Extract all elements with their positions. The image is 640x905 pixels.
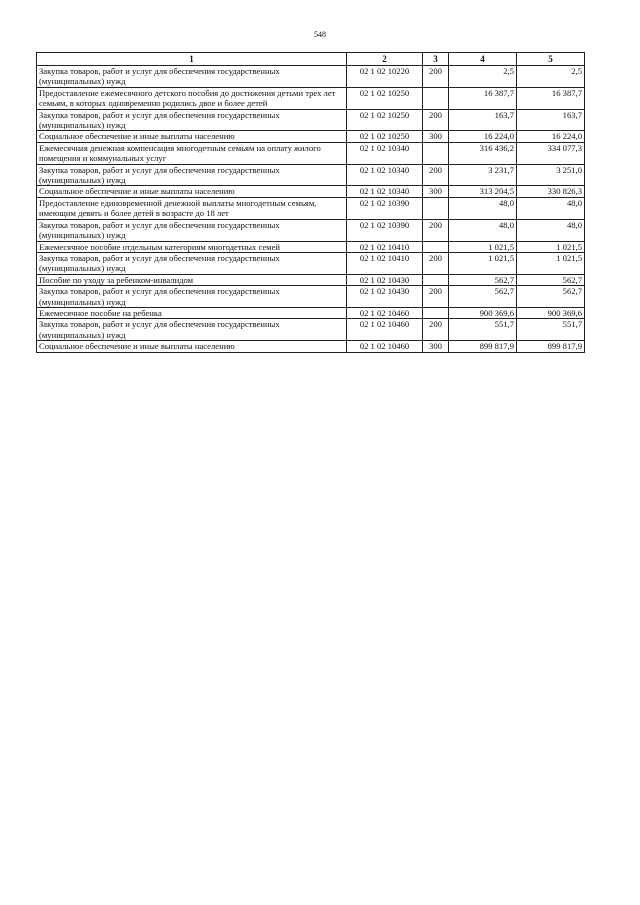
row-value-1-cell: 316 436,2 [449,142,517,164]
header-cell-2: 2 [347,53,423,66]
row-name-cell: Закупка товаров, работ и услуг для обеспечения государственных (муниципальных) нужд [37,109,347,131]
row-value-2-cell: 48,0 [517,219,585,241]
table-row [37,219,585,241]
row-value-2-cell: 562,7 [517,274,585,285]
row-value-1-cell: 1 021,5 [449,241,517,252]
row-code-cell: 02 1 02 10340 [347,186,423,197]
row-name-cell: Закупка товаров, работ и услуг для обеспечения государственных (муниципальных) нужд [37,164,347,186]
table-row [37,131,585,142]
row-type-cell: 300 [423,131,449,142]
row-name-cell: Пособие по уходу за ребенком-инвалидом [37,274,347,285]
row-type-cell [423,307,449,318]
row-value-1-cell: 562,7 [449,286,517,308]
row-name-cell: Предоставление единовременной денежной выплаты многодетным семьям, имеющим девять и более детей в возрасте до 18 лет [37,197,347,219]
row-code-cell: 02 1 02 10460 [347,341,423,352]
table-row [37,87,585,109]
row-value-1-cell: 900 369,6 [449,307,517,318]
row-value-2-cell: 2,5 [517,66,585,88]
header-cell-5: 5 [517,53,585,66]
row-value-1-cell: 899 817,9 [449,341,517,352]
row-value-2-cell: 3 251,0 [517,164,585,186]
row-value-2-cell: 900 369,6 [517,307,585,318]
row-name-cell: Социальное обеспечение и иные выплаты населению [37,186,347,197]
row-code-cell: 02 1 02 10460 [347,319,423,341]
row-type-cell: 200 [423,164,449,186]
row-value-2-cell: 1 021,5 [517,252,585,274]
row-code-cell: 02 1 02 10410 [347,252,423,274]
row-code-cell: 02 1 02 10390 [347,197,423,219]
table-row [37,307,585,318]
row-value-2-cell: 16 224,0 [517,131,585,142]
row-value-1-cell: 16 387,7 [449,87,517,109]
row-value-2-cell: 1 021,5 [517,241,585,252]
table-row [37,66,585,88]
row-value-1-cell: 2,5 [449,66,517,88]
row-type-cell: 300 [423,341,449,352]
row-name-cell: Закупка товаров, работ и услуг для обеспечения государственных (муниципальных) нужд [37,219,347,241]
row-value-2-cell: 899 817,9 [517,341,585,352]
table-row [37,186,585,197]
row-name-cell: Ежемесячная денежная компенсация многодетным семьям на оплату жилого помещения и коммунальных услуг [37,142,347,164]
row-name-cell: Предоставление ежемесячного детского пособия до достижения детьми трех лет семьям, в которых одновременно родились двое и более детей [37,87,347,109]
page-number: 548 [314,30,326,39]
row-value-1-cell: 562,7 [449,274,517,285]
row-value-2-cell: 551,7 [517,319,585,341]
table-row [37,286,585,308]
row-type-cell [423,142,449,164]
row-name-cell: Закупка товаров, работ и услуг для обеспечения государственных (муниципальных) нужд [37,286,347,308]
row-type-cell [423,197,449,219]
row-name-cell: Закупка товаров, работ и услуг для обеспечения государственных (муниципальных) нужд [37,66,347,88]
table-body [37,66,585,353]
row-code-cell: 02 1 02 10460 [347,307,423,318]
row-type-cell: 200 [423,286,449,308]
row-type-cell [423,87,449,109]
table-row [37,197,585,219]
row-name-cell: Социальное обеспечение и иные выплаты населению [37,341,347,352]
table-row [37,252,585,274]
row-value-1-cell: 313 204,5 [449,186,517,197]
row-code-cell: 02 1 02 10220 [347,66,423,88]
row-type-cell: 300 [423,186,449,197]
row-type-cell [423,241,449,252]
row-code-cell: 02 1 02 10410 [347,241,423,252]
header-cell-3: 3 [423,53,449,66]
row-code-cell: 02 1 02 10340 [347,142,423,164]
table-row [37,241,585,252]
row-value-2-cell: 48,0 [517,197,585,219]
row-code-cell: 02 1 02 10250 [347,109,423,131]
row-code-cell: 02 1 02 10430 [347,274,423,285]
row-value-1-cell: 48,0 [449,219,517,241]
row-value-2-cell: 334 077,3 [517,142,585,164]
row-value-1-cell: 16 224,0 [449,131,517,142]
row-name-cell: Ежемесячное пособие отдельным категориям многодетных семей [37,241,347,252]
row-name-cell: Закупка товаров, работ и услуг для обеспечения государственных (муниципальных) нужд [37,319,347,341]
row-value-2-cell: 163,7 [517,109,585,131]
row-value-2-cell: 330 826,3 [517,186,585,197]
row-type-cell: 200 [423,252,449,274]
row-code-cell: 02 1 02 10430 [347,286,423,308]
header-cell-4: 4 [449,53,517,66]
row-name-cell: Социальное обеспечение и иные выплаты населению [37,131,347,142]
budget-table [36,52,585,353]
row-value-1-cell: 163,7 [449,109,517,131]
table-row [37,142,585,164]
row-type-cell: 200 [423,319,449,341]
row-value-2-cell: 16 387,7 [517,87,585,109]
row-value-1-cell: 3 231,7 [449,164,517,186]
table-row [37,274,585,285]
header-row [37,53,585,66]
table-row [37,164,585,186]
row-code-cell: 02 1 02 10250 [347,131,423,142]
row-value-1-cell: 551,7 [449,319,517,341]
row-name-cell: Закупка товаров, работ и услуг для обеспечения государственных (муниципальных) нужд [37,252,347,274]
row-type-cell [423,274,449,285]
row-value-1-cell: 1 021,5 [449,252,517,274]
header-cell-1: 1 [37,53,347,66]
row-value-2-cell: 562,7 [517,286,585,308]
row-type-cell: 200 [423,219,449,241]
row-value-1-cell: 48,0 [449,197,517,219]
row-code-cell: 02 1 02 10340 [347,164,423,186]
table-row [37,109,585,131]
table-row [37,319,585,341]
row-code-cell: 02 1 02 10390 [347,219,423,241]
row-type-cell: 200 [423,66,449,88]
row-code-cell: 02 1 02 10250 [347,87,423,109]
row-name-cell: Ежемесячное пособие на ребенка [37,307,347,318]
row-type-cell: 200 [423,109,449,131]
table-row [37,341,585,352]
